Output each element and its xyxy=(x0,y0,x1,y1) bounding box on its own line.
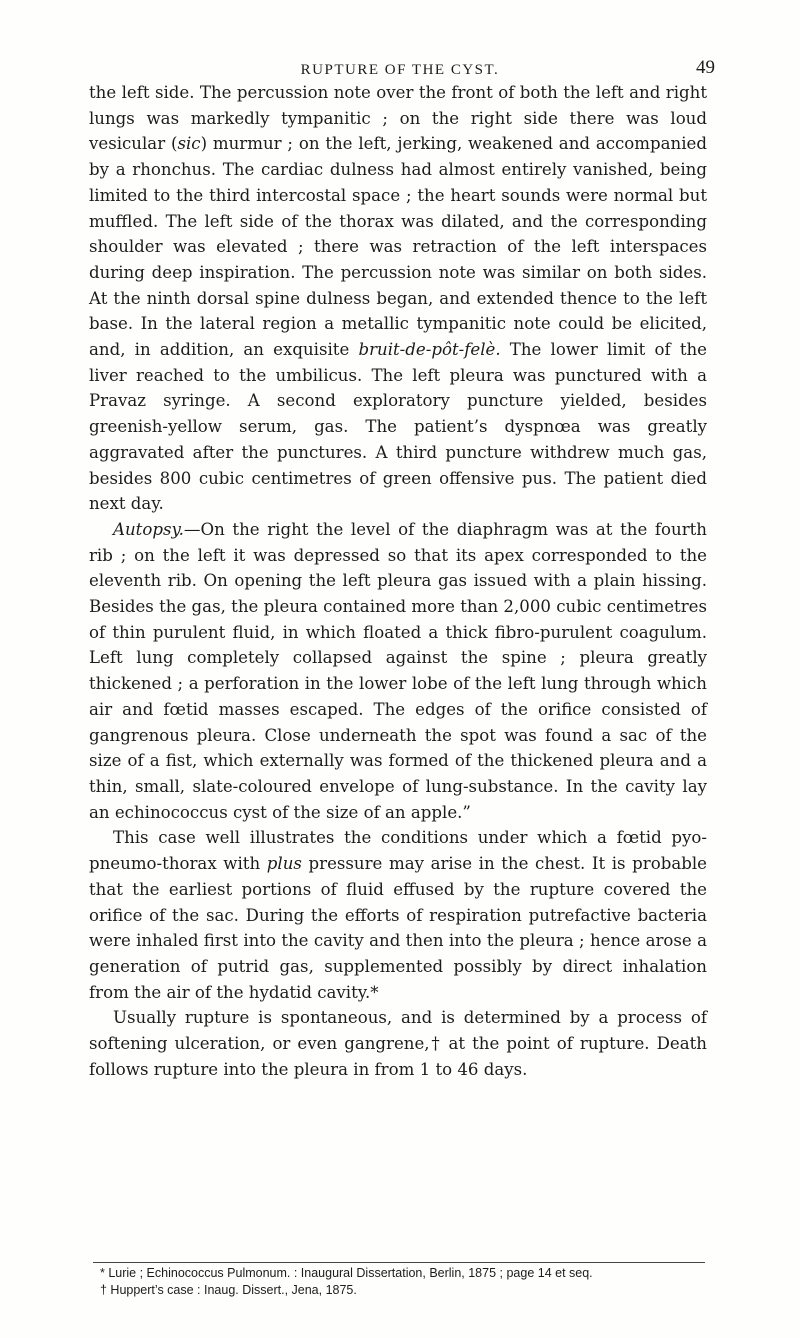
footnote-lurie: * Lurie ; Echinococcus Pulmonum. : Inaugural Dissertation, Berlin, 1875 ; page 14 et seq. xyxy=(100,1266,593,1280)
paragraph xyxy=(89,1005,707,1082)
text-run: The lower limit of the liver reached to the umbilicus. The left pleura was punctured with a Pravaz syringe. A second exploratory puncture yielded, besides greenish-yellow serum, gas. The patient’s dyspnœa was greatly aggravated after the punctures. A third puncture withdrew much gas, besides 800 cubic centimetres of green offensive pus. The patient died next day. xyxy=(89,340,707,514)
text-run: This case well illustrates the conditions under which a fœtid pyo-pneumo-thorax with xyxy=(89,828,707,874)
footnote-huppert: † Huppert’s case : Inaug. Dissert., Jena, 1875. xyxy=(100,1283,357,1297)
paragraph xyxy=(89,517,707,825)
italic-text: bruit-de-pôt-felè. xyxy=(358,340,501,360)
italic-text: sic xyxy=(177,134,201,154)
running-title: RUPTURE OF THE CYST. xyxy=(300,62,500,78)
text-run: pressure may arise in the chest. It is probable that the earliest portions of fluid effused by the rupture covered the orifice of the sac. During the efforts of respiration putrefactive bacteria were inhaled first into the cavity and then into the pleura ; hence arose a generation of putrid gas, supplemented possibly by direct inhalation from the air of the hydatid cavity.* xyxy=(89,854,707,1002)
text-run: Usually rupture is spontaneous, and is determined by a process of softening ulceration, or even gangrene,† at the point of rupture. Death follows rupture into the pleura in from 1 to 46 days. xyxy=(89,1008,707,1079)
text-run: the left side. The percussion note over the front of both the left and right lungs was markedly tympanitic ; on the right side there was loud vesicular ( xyxy=(89,83,707,154)
footnote-divider xyxy=(93,1262,705,1263)
italic-text: plus xyxy=(266,854,302,874)
body-text xyxy=(89,80,707,1082)
paragraph xyxy=(89,80,707,517)
footnotes xyxy=(100,1265,712,1299)
italic-text: Autopsy. xyxy=(113,519,184,539)
paragraph xyxy=(89,825,707,1005)
page-number: 49 xyxy=(696,57,715,78)
text-run: —On the right the level of the diaphragm was at the fourth rib ; on the left it was depressed so that its apex corresponded to the eleventh rib. On opening the left pleura gas issued with a plain hissing. Besides the gas, the pleura contained more than 2,000 cubic centimetres of thin purulent fluid, in which floated a thick fibro-purulent coagulum. Left lung completely collapsed against the spine ; pleura greatly thickened ; a perforation in the lower lobe of the left lung through which air and fœtid masses escaped. The edges of the orifice consisted of gangrenous pleura. Close underneath the spot was found a sac of the size of a fist, which externally was formed of the thickened pleura and a thin, small, slate-coloured envelope of lung-substance. In the cavity lay an echinococcus cyst of the size of an apple.” xyxy=(89,519,707,822)
text-run: ) murmur ; on the left, jerking, weakened and accompanied by a rhonchus. The cardiac dulness had almost entirely vanished, being limited to the third intercostal space ; the heart sounds were normal but muffled. The left side of the thorax was dilated, and the corresponding shoulder was elevated ; there was retraction of the left interspaces during deep inspiration. The percussion note was similar on both sides. At the ninth dorsal spine dulness began, and extended thence to the left base. In the lateral region a metallic tympanitic note could be elicited, and, in addition, an exquisite xyxy=(89,134,707,360)
